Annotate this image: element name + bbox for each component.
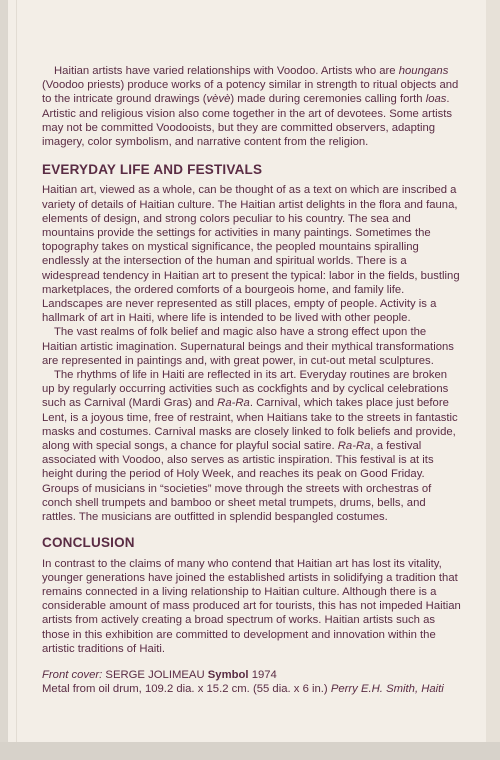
intro-loas: loas xyxy=(425,93,447,106)
intro-houngans: houngans xyxy=(398,65,449,77)
section-heading-conclusion: CONCLUSION xyxy=(42,535,135,551)
caption-line-2 xyxy=(42,682,462,696)
caption-owner: Perry E.H. Smith, Haiti xyxy=(330,683,444,696)
section-heading-everyday-life: EVERYDAY LIFE AND FESTIVALS xyxy=(42,162,263,178)
intro-text-2: (Voodoo priests) produce works of a potency similar in strength to ritual objects and to the intricate ground drawings ( xyxy=(42,79,459,106)
everyday-p3-text-1: The rhythms of life in Haiti are reflected in its art. Everyday routines are broken up by regularly occurring activities such as cockfights and by cyclical celebrations such as Carnival (Mardi Gras) and xyxy=(42,369,449,410)
intro-paragraph xyxy=(42,64,462,149)
intro-text-4: . Artistic and religious vision also come together in the art of devotees. Some artists may not be committed Voodooists, but they are committed observers, adapting imagery, color symbolism, and narrative content from the religion. xyxy=(42,93,453,149)
caption-label: Front cover: xyxy=(42,668,103,681)
everyday-rara-1: Ra-Ra xyxy=(217,397,250,410)
caption-medium: Metal from oil drum, 109.2 dia. x 15.2 cm. (55 dia. x 6 in.) xyxy=(42,683,331,696)
everyday-paragraph-1: Haitian art, viewed as a whole, can be thought of as a text on which are inscribed a variety of details of Haitian culture. The Haitian artist delights in the flora and fauna, elements of design, and strong colors peculiar to his country. The sea and mountains provide the settings for activities in many paintings. Sometimes the topography takes on mystical significance, the peopled mountains spiralling endlessly at the intersection of the human and spiritual worlds. There is a widespread tendency in Haitian art to present the typical: labor in the fields, bustling marketplaces, the ordered comforts of a bourgeois home, and family life. Landscapes are never represented as still places, empty of people. Activity is a hallmark of art in Haiti, where life is intended to be lived with other people. xyxy=(42,184,460,325)
caption-line-1 xyxy=(42,668,462,682)
everyday-paragraph-3 xyxy=(42,368,462,524)
next-page-edge xyxy=(486,0,500,760)
everyday-rara-2: Ra-Ra xyxy=(337,440,371,453)
scan-bottom-edge xyxy=(0,742,500,760)
intro-veve: vèvè xyxy=(206,93,231,106)
caption-year: 1974 xyxy=(248,668,277,681)
everyday-p3-text-2: . Carnival, which takes place just before Lent, is a joyous time, free of restraint, when Haitians take to the streets in fantastic masks and costumes. Carnival masks are closely linked to folk beliefs and provide, along with special songs, a chance for playful social satire. xyxy=(42,397,458,453)
conclusion-paragraph: In contrast to the claims of many who contend that Haitian art has lost its vitality, younger generations have joined the established artists in solidifying a tradition that remains connected in a living relationship to Haitian culture. Although there is a considerable amount of mass produced art for tourists, this has not impeded Haitian artists from actively creating a broad spectrum of works. Haitian artists such as those in this exhibition are committed to development and innovation within the artistic traditions of Haiti. xyxy=(42,557,461,655)
everyday-paragraph-2: The vast realms of folk belief and magic also have a strong effect upon the Haitian artistic imagination. Supernatural beings and their mythical transformations are represented in paintings and, with great power, in cut-out metal sculptures. xyxy=(42,326,454,367)
everyday-p3-text-3: , a festival associated with Voodoo, also serves as artistic inspiration. This festival is at its height during the period of Holy Week, and reaches its peak on Good Friday. Groups of musicians in “societies” move through the streets with orchestras of conch shell trumpets and bamboo or sheet metal trumpets, drums, bells, and rattles. The musicians are outfitted in splendid bespangled costumes. xyxy=(42,440,434,524)
caption-work-title: Symbol xyxy=(207,668,249,681)
intro-text-1: Haitian artists have varied relationships with Voodoo. Artists who are xyxy=(54,65,399,77)
cover-caption xyxy=(42,668,462,696)
page-fold-line xyxy=(16,0,17,742)
intro-text-3: ) made during ceremonies calling forth xyxy=(230,93,426,106)
caption-artist: SERGE JOLIMEAU xyxy=(102,668,208,681)
article-body xyxy=(42,64,462,696)
